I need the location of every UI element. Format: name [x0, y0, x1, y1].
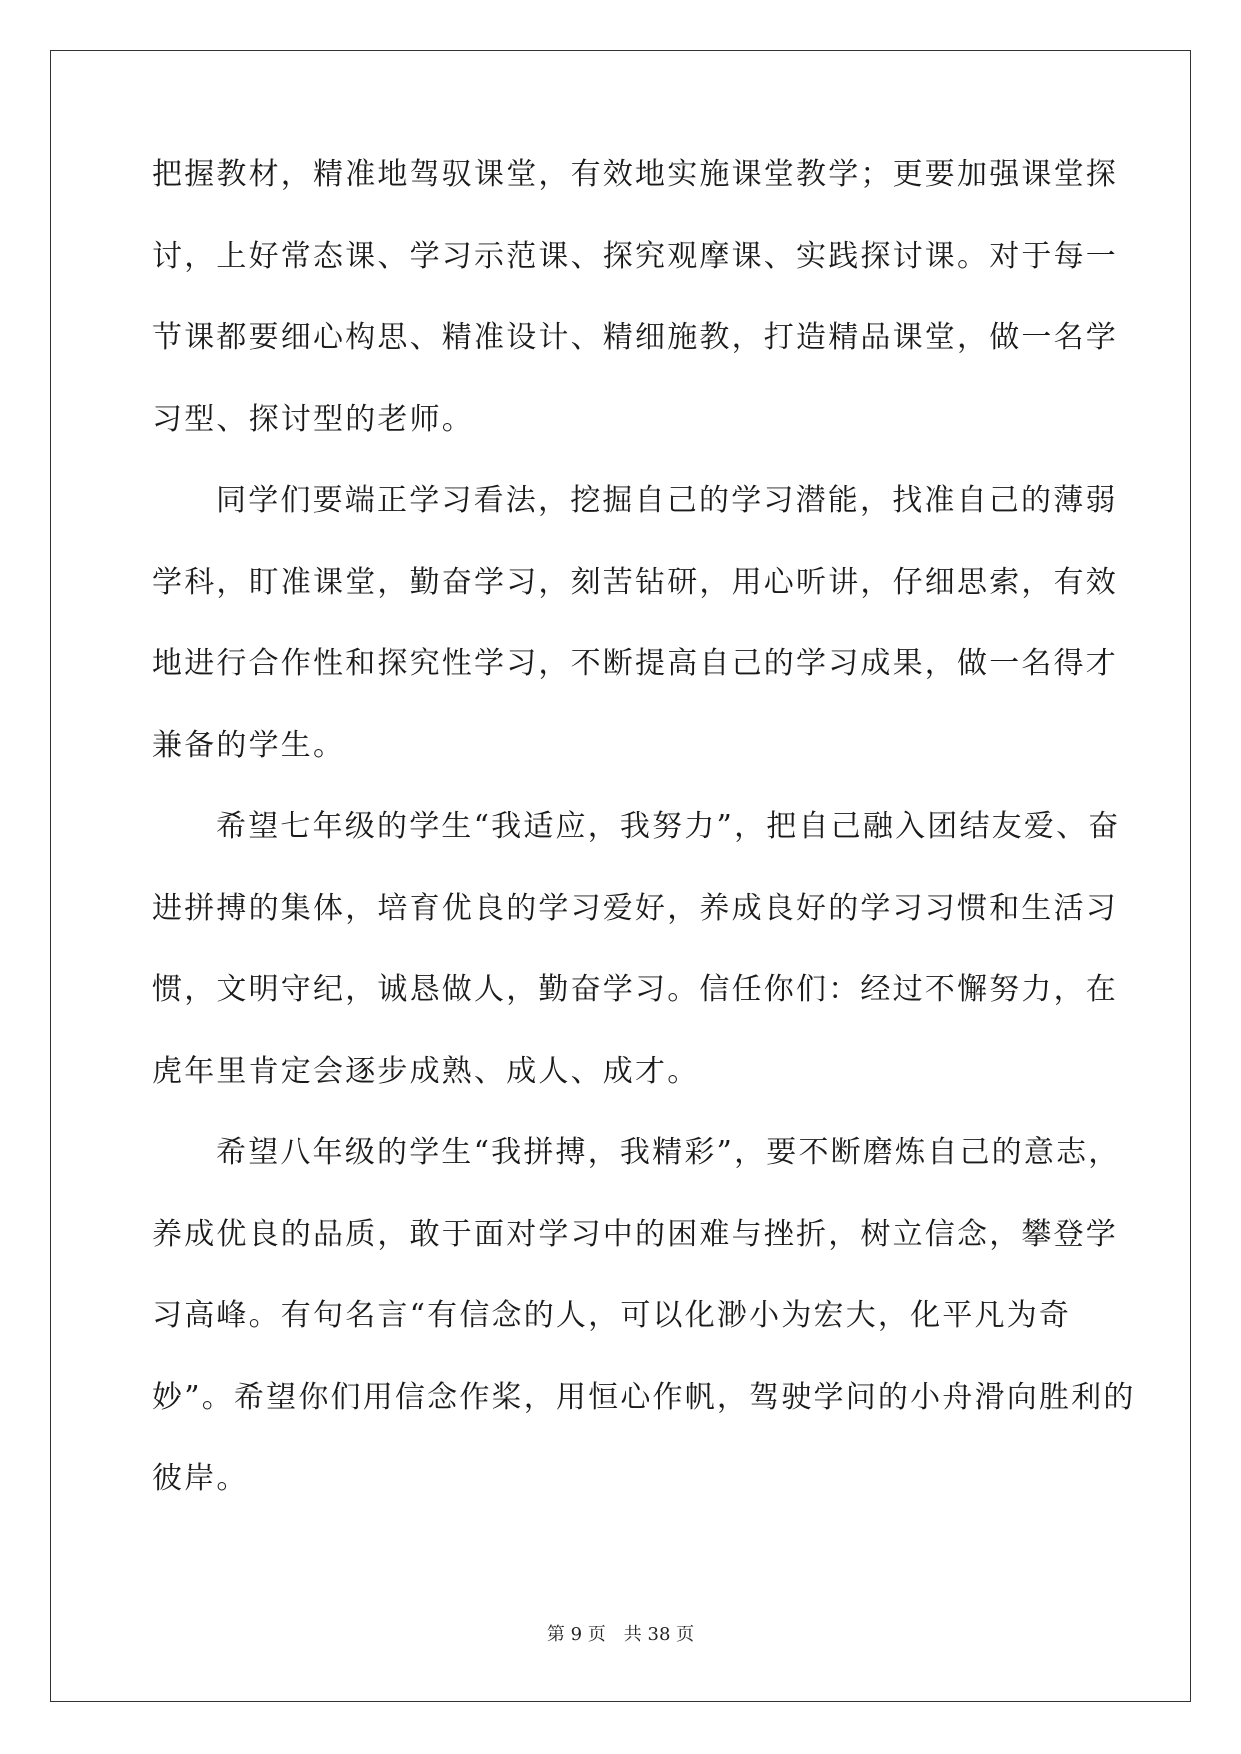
document-body — [152, 157, 1136, 1546]
text-line: 妙”。希望你们用信念作桨，用恒心作帆，驾驶学问的小舟滑向胜利的 — [152, 1379, 1136, 1415]
page-number: 第 9 页 — [546, 1624, 606, 1645]
paragraph-first-line: 希望七年级的学生“我适应，我努力”，把自己融入团结友爱、奋 — [216, 809, 1121, 844]
text-line: 节课都要细心构思、精准设计、精细施教，打造精品课堂，做一名学 — [152, 320, 1118, 355]
text-line: 进拼搏的集体，培育优良的学习爱好，养成良好的学习习惯和生活习 — [152, 890, 1118, 926]
text-line: 地进行合作性和探究性学习，不断提高自己的学习成果，做一名得才 — [152, 646, 1118, 681]
text-line: 彼岸。 — [152, 1461, 249, 1496]
text-line: 习型、探讨型的老师。 — [152, 401, 474, 437]
text-line: 养成优良的品质，敢于面对学习中的困难与挫折，树立信念，攀登学 — [152, 1216, 1118, 1252]
page-footer — [0, 1620, 1241, 1646]
paragraph-first-line: 希望八年级的学生“我拼搏，我精彩”，要不断磨炼自己的意志， — [216, 1135, 1121, 1170]
page-total: 共 38 页 — [623, 1624, 695, 1645]
text-line: 讨，上好常态课、学习示范课、探究观摩课、实践探讨课。对于每一 — [152, 238, 1118, 274]
text-line: 学科，盯准课堂，勤奋学习，刻苦钻研，用心听讲，仔细思索，有效 — [152, 564, 1118, 600]
text-line: 虎年里肯定会逐步成熟、成人、成才。 — [152, 1053, 700, 1089]
text-line: 惯，文明守纪，诚恳做人，勤奋学习。信任你们：经过不懈努力，在 — [152, 972, 1118, 1007]
text-line: 兼备的学生。 — [152, 727, 346, 763]
text-line: 习高峰。有句名言“有信念的人，可以化渺小为宏大，化平凡为奇 — [152, 1298, 1072, 1333]
paragraph-first-line: 同学们要端正学习看法，挖掘自己的学习潜能，找准自己的薄弱 — [216, 483, 1118, 518]
text-line: 把握教材，精准地驾驭课堂，有效地实施课堂教学；更要加强课堂探 — [152, 157, 1118, 192]
